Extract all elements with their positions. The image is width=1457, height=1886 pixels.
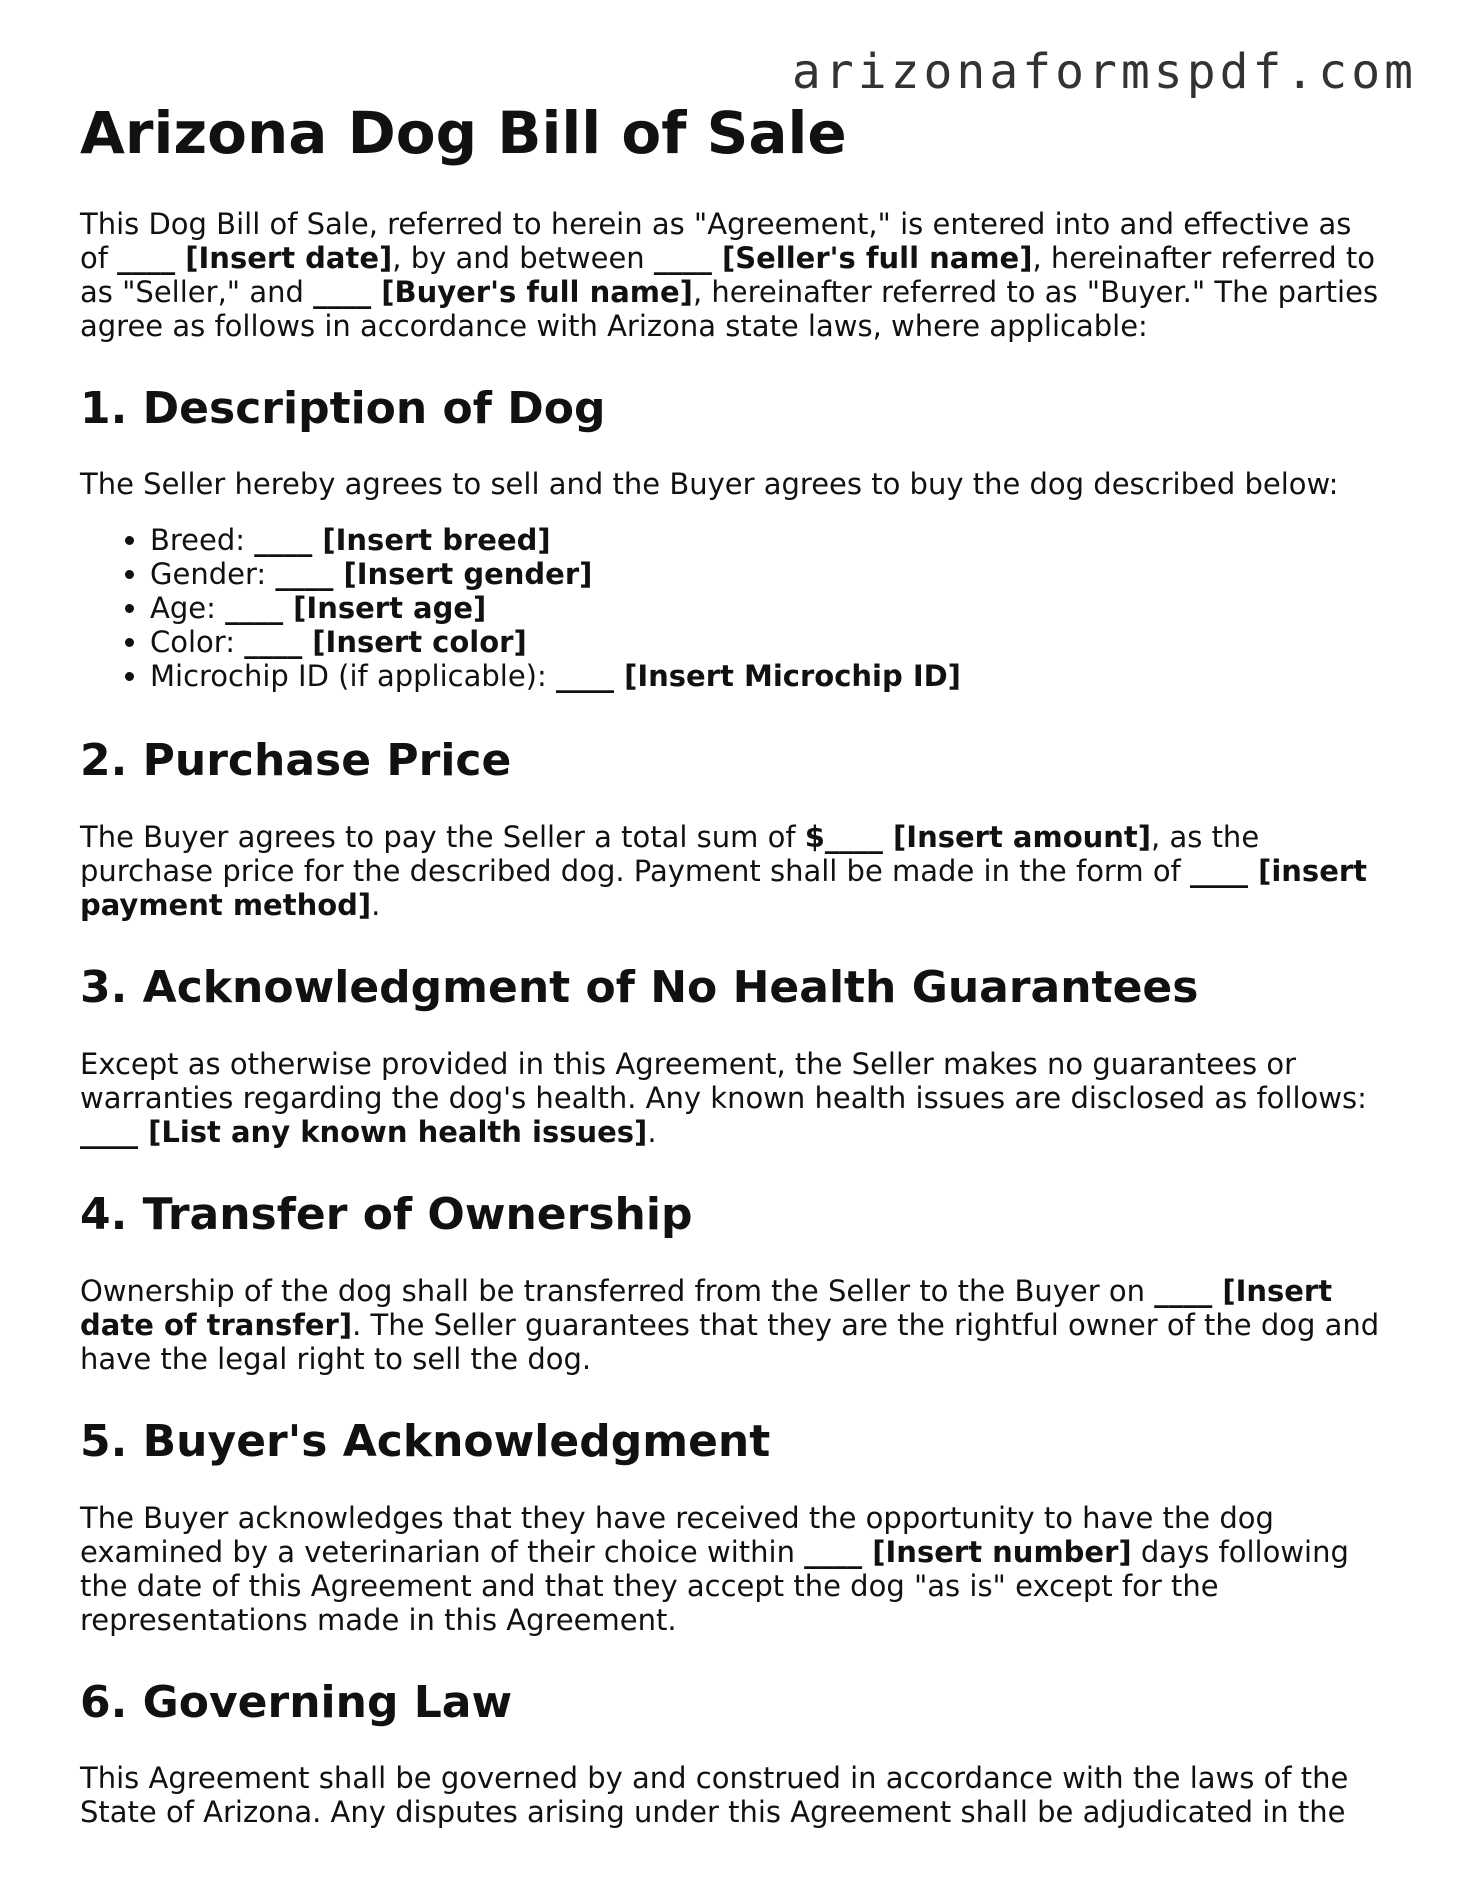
color-placeholder: ____ [Insert color] bbox=[244, 625, 527, 660]
section-governing-law bbox=[80, 1677, 1380, 1830]
age-placeholder: ____ [Insert age] bbox=[225, 591, 487, 626]
section-heading: 5. Buyer's Acknowledgment bbox=[80, 1415, 771, 1467]
intro-text-3: , hereinafter referred to as "Seller," and bbox=[80, 240, 1375, 309]
document-title: Arizona Dog Bill of Sale bbox=[80, 99, 847, 167]
intro-text-4: , hereinafter referred to as "Buyer." The parties agree as follows in accordance with Arizona state laws, where applicable: bbox=[80, 274, 1379, 343]
section-transfer bbox=[80, 1189, 1380, 1376]
section-heading: 4. Transfer of Ownership bbox=[80, 1189, 693, 1241]
transfer-date-placeholder: ____ [Insert date of transfer] bbox=[80, 1273, 1333, 1342]
health-issues-placeholder: ____ [List any known health issues] bbox=[80, 1115, 648, 1150]
gender-placeholder: ____ [Insert gender] bbox=[275, 557, 593, 592]
text-part: days following the date of this Agreement and that they accept the dog "as is" except for the representations made in this Agreement. bbox=[80, 1534, 1349, 1637]
dog-details-list bbox=[80, 523, 1380, 693]
list-item-gender bbox=[150, 557, 1380, 591]
site-watermark: arizonaformspdf.com bbox=[791, 44, 1417, 100]
section-text bbox=[80, 1761, 1380, 1829]
section-heading: 6. Governing Law bbox=[80, 1676, 513, 1728]
list-item-microchip bbox=[150, 659, 1380, 693]
section-text bbox=[80, 820, 1380, 922]
text-part: Except as otherwise provided in this Agreement, the Seller makes no guarantees or warranties regarding the dog's health. Any known health issues are disclosed as follows: bbox=[80, 1047, 1367, 1116]
section-health bbox=[80, 962, 1380, 1149]
list-item-age bbox=[150, 591, 1380, 625]
days-number-placeholder: ____ [Insert number] bbox=[804, 1534, 1132, 1569]
section-text bbox=[80, 1501, 1380, 1637]
buyer-name-placeholder: ____ [Buyer's full name] bbox=[313, 274, 693, 309]
text-part: This Agreement shall be governed by and construed in accordance with the laws of the State of Arizona. Any disputes arising under this Agreement shall be adjudicated in the bbox=[80, 1761, 1349, 1830]
microchip-placeholder: ____ [Insert Microchip ID] bbox=[556, 659, 961, 694]
section-text bbox=[80, 1274, 1380, 1376]
item-label: Gender: bbox=[150, 557, 276, 592]
section-heading: 2. Purchase Price bbox=[80, 735, 512, 787]
section-description bbox=[80, 383, 1380, 694]
section-heading: 3. Acknowledgment of No Health Guarantees bbox=[80, 962, 1199, 1014]
text-part: . The Seller guarantees that they are the rightful owner of the dog and have the legal right to sell the dog. bbox=[80, 1307, 1380, 1376]
section-heading: 1. Description of Dog bbox=[80, 382, 606, 434]
item-label: Age: bbox=[150, 591, 226, 626]
document-page bbox=[80, 100, 1380, 1869]
intro-paragraph bbox=[80, 207, 1380, 343]
text-part: The Buyer acknowledges that they have received the opportunity to have the dog examined by a veterinarian of their choice within bbox=[80, 1500, 1274, 1569]
item-label: Color: bbox=[150, 625, 245, 660]
date-placeholder: ____ [Insert date] bbox=[117, 240, 393, 275]
item-label: Microchip ID (if applicable): bbox=[150, 659, 556, 694]
section-purchase-price bbox=[80, 735, 1380, 922]
list-item-color bbox=[150, 625, 1380, 659]
section-text: The Seller hereby agrees to sell and the Buyer agrees to buy the dog described below: bbox=[80, 467, 1339, 502]
intro-text-2: , by and between bbox=[392, 240, 654, 275]
amount-placeholder: $____ [Insert amount] bbox=[804, 820, 1152, 855]
text-part: The Buyer agrees to pay the Seller a total sum of bbox=[80, 820, 805, 855]
breed-placeholder: ____ [Insert breed] bbox=[254, 523, 551, 558]
payment-method-placeholder: ____ [insert payment method] bbox=[80, 854, 1368, 923]
text-part: . bbox=[371, 888, 381, 923]
section-buyer-ack bbox=[80, 1416, 1380, 1637]
section-text bbox=[80, 1047, 1380, 1149]
text-part: Ownership of the dog shall be transferred from the Seller to the Buyer on bbox=[80, 1273, 1155, 1308]
item-label: Breed: bbox=[150, 523, 255, 558]
text-part: , as the purchase price for the described dog. Payment shall be made in the form of bbox=[80, 820, 1260, 889]
seller-name-placeholder: ____ [Seller's full name] bbox=[653, 240, 1033, 275]
intro-text-1: This Dog Bill of Sale, referred to herein as "Agreement," is entered into and effective as of bbox=[80, 206, 1352, 275]
text-part: . bbox=[647, 1115, 657, 1150]
list-item-breed bbox=[150, 523, 1380, 557]
